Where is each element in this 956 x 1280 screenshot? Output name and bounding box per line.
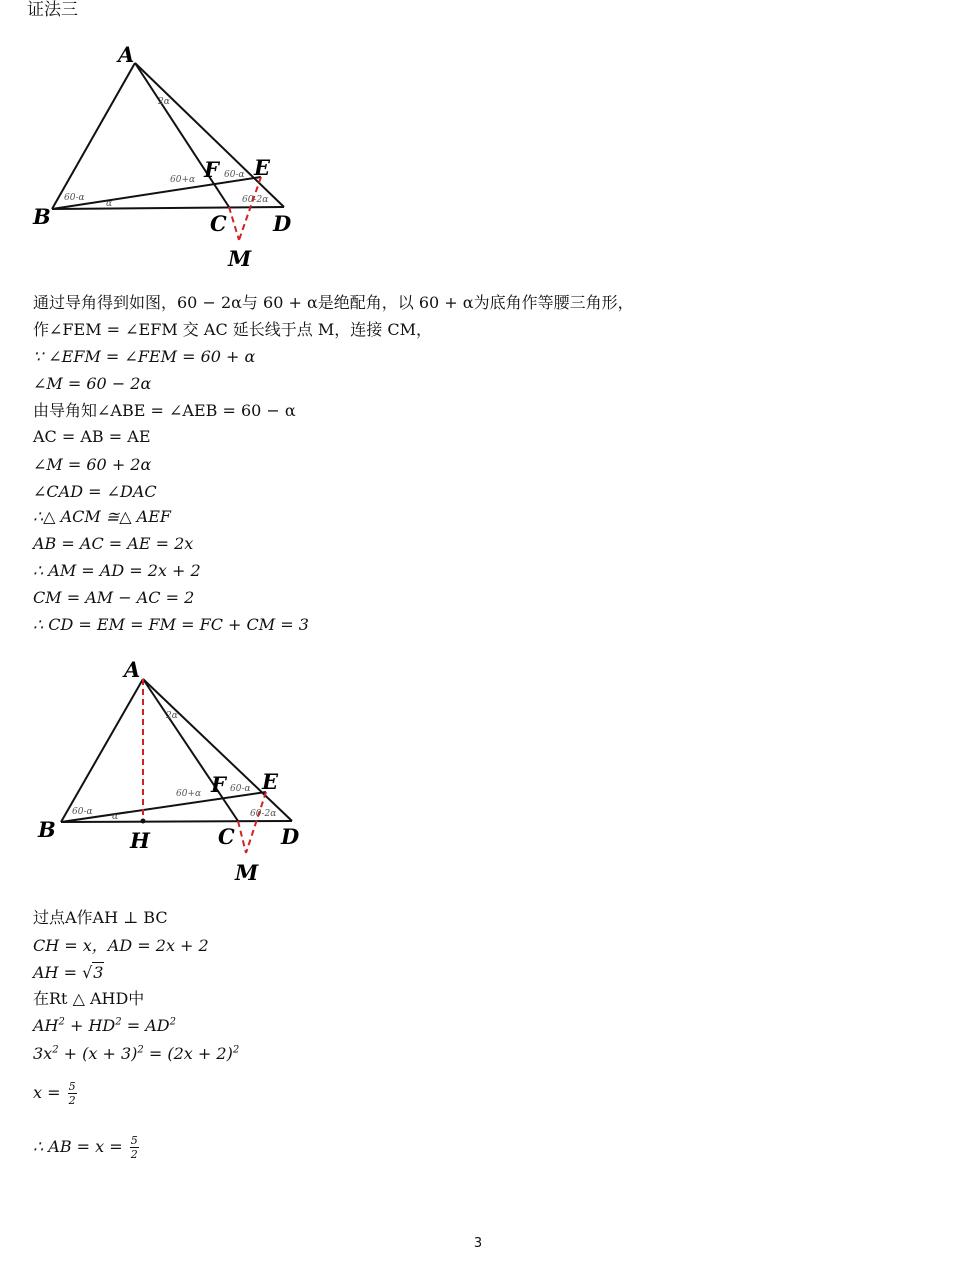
fig2-label-c: C [218,824,235,849]
text-line-1: 通过导角得到如图，60 − 2α与 60 + α是绝配角，以 60 + α为底角作等腰三角形， [33,293,634,312]
text-line-18: $AH^2 + HD^2 = AD^2$ [33,1016,176,1035]
text-line-5: 由导角知∠ABE = ∠AEB = 60 − α [33,401,296,420]
fig1-label-c: C [210,211,227,236]
section-heading: 证法三 [27,0,78,20]
fig1-label-a: A [118,42,135,67]
fig2-angle-2a: 2α [166,711,178,721]
fig1-segment-ac [135,63,229,207]
fig2-dashed-cm [238,821,246,853]
fig1-angle-d-60-2a: 60-2α [242,195,269,205]
page-number: 3 [473,1236,483,1251]
text-line-10: AB = AC = AE = 2x [33,534,194,553]
fig2-segment-ac [143,679,238,821]
fig1-label-e: E [254,155,271,180]
fig2-label-a: A [124,657,141,682]
fraction-5-2: $\frac{5}{2}$ [68,1080,76,1107]
text-line-13: ∴ CD = EM = FM = FC + CM = 3 [33,615,309,634]
fig2-angle-d-60-2a: 60-2α [250,809,277,819]
fig1-segment-ab [52,63,135,209]
text-line-20: x = $\frac{5}{2}$ [33,1080,76,1107]
fig1-angle-f-60+a: 60+α [170,175,196,185]
fig2-label-b: B [38,817,56,842]
text-line-4: ∠M = 60 − 2α [33,374,152,393]
fig1-angle-e-60-a: 60-α [224,170,245,180]
text-line-15: CH = x，AD = 2x + 2 [33,936,209,955]
fig1-angle-2a: 2α [158,97,170,107]
fig2-angle-f-60+a: 60+α [176,789,202,799]
fig2-label-m: M [235,860,259,885]
fig2-angle-e-60-a: 60-α [230,784,251,794]
fig2-segment-ab [61,679,143,822]
text-line-16: AH = √3 [33,963,104,982]
fig2-label-f: F [211,772,226,797]
text-line-12: CM = AM − AC = 2 [33,588,195,607]
text-line-19: $3x^2 + (x + 3)^2 = (2x + 2)^2$ [33,1044,240,1063]
sqrt-symbol: √3 [82,963,104,982]
text-line-7: ∠M = 60 + 2α [33,455,152,474]
fig2-label-h: H [130,828,150,853]
fraction-5-2-result: $\frac{5}{2}$ [130,1134,138,1161]
text-line-2: 作∠FEM = ∠EFM 交 AC 延长线于点 M，连接 CM， [33,320,432,339]
fig1-label-f: F [204,157,219,182]
fig1-label-b: B [33,204,51,229]
text-line-11: ∴ AM = AD = 2x + 2 [33,561,201,580]
fig2-point-h [141,819,146,824]
fig1-angle-b-60-a: 60-α [64,193,85,203]
fig1-label-m: M [228,246,252,271]
text-line-6: AC = AB = AE [33,427,151,446]
text-line-9: ∴△ ACM ≅△ AEF [33,507,171,526]
text-line-14: 过点A作AH ⊥ BC [33,908,168,927]
text-line-17: 在Rt △ AHD中 [33,989,145,1008]
figure-2-triangle-diagram [30,655,305,889]
fig1-dashed-cm [229,207,239,240]
fig2-dashed-em [246,792,266,853]
fig1-dashed-em [239,177,261,240]
fig2-angle-b-a: α [112,812,119,822]
fig2-label-d: D [281,824,300,849]
fig1-label-d: D [273,211,292,236]
fig2-label-e: E [262,769,279,794]
fig2-angle-b-60-a: 60-α [72,807,93,817]
text-line-8: ∠CAD = ∠DAC [33,482,157,501]
figure-1-triangle-diagram [28,42,298,274]
fig1-angle-b-a: α [106,199,113,209]
text-line-3: ∵ ∠EFM = ∠FEM = 60 + α [33,347,256,366]
text-line-21: ∴ AB = x = $\frac{5}{2}$ [33,1134,138,1161]
